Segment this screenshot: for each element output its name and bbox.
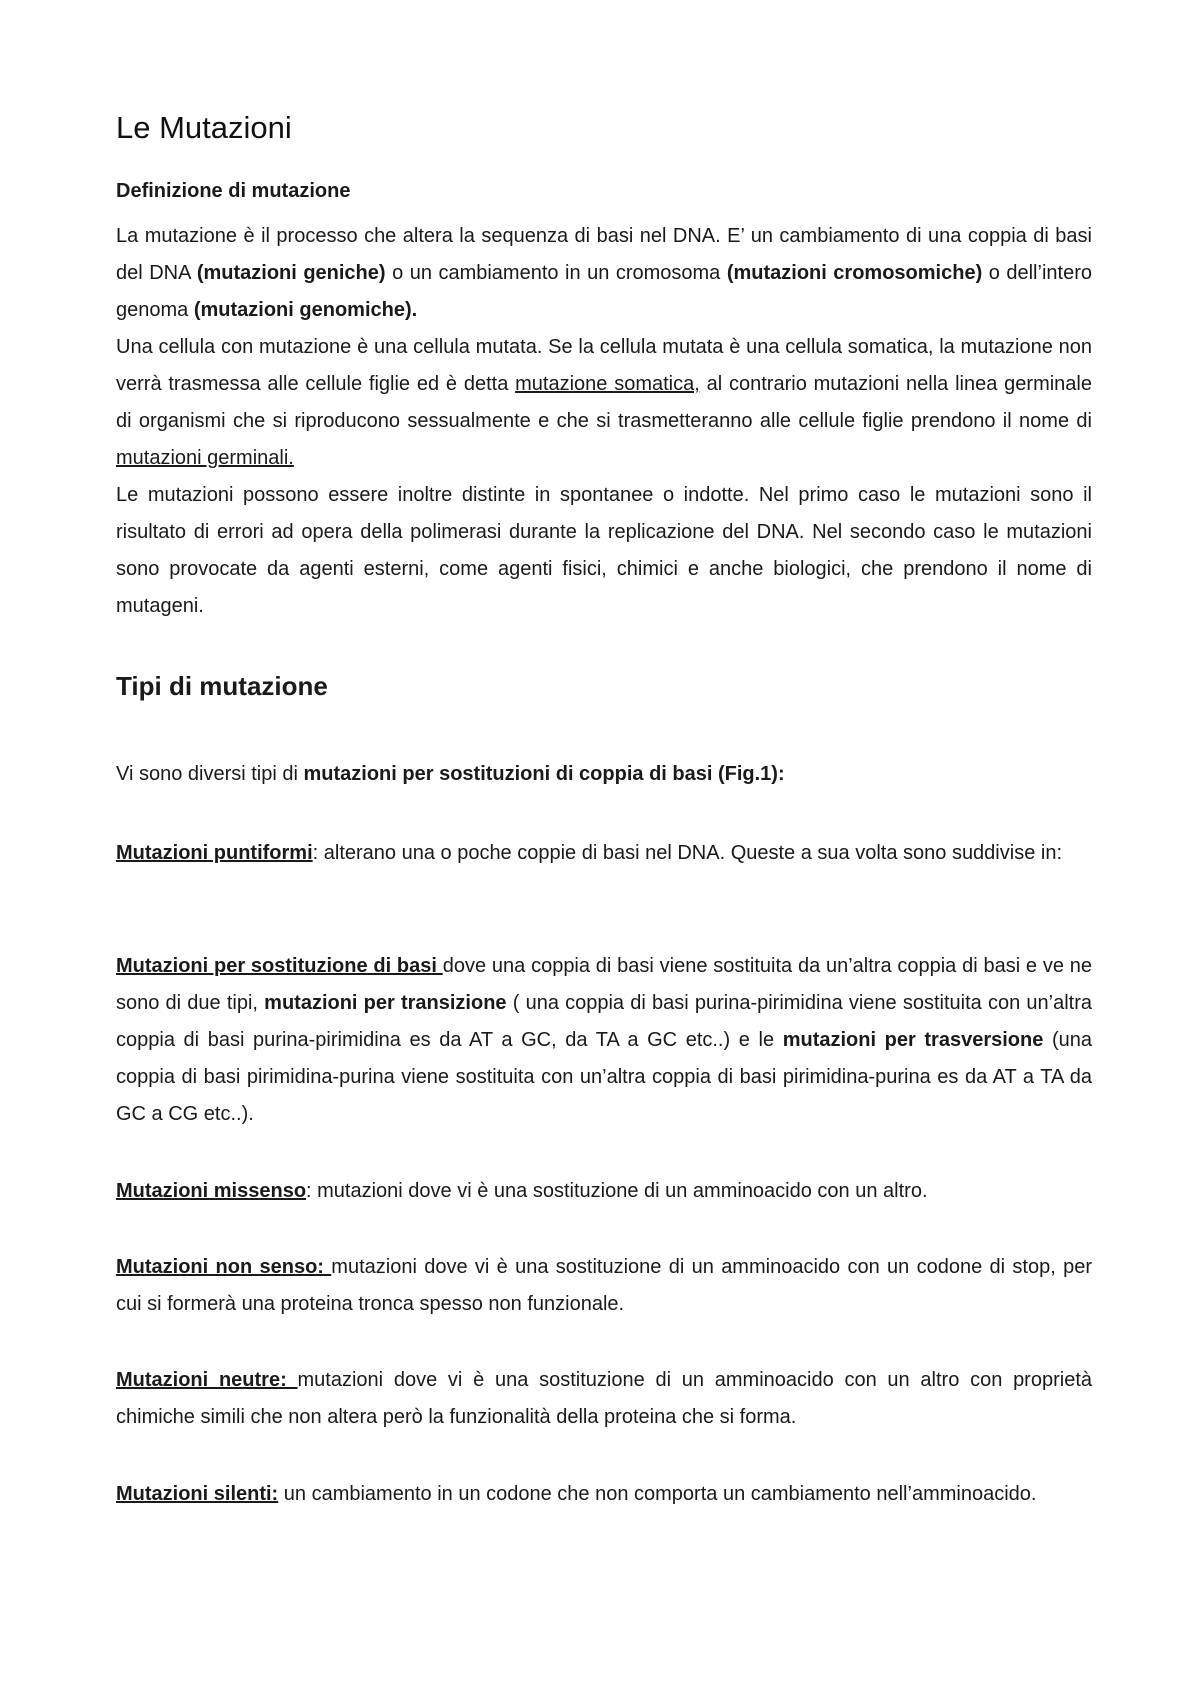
definition-paragraph-3: Le mutazioni possono essere inoltre distinte in spontanee o indotte. Nel primo caso le mutazioni sono il risultato di errori ad opera della polimerasi durante la replicazione del DNA. Nel secondo caso le mutazioni sono provocate da agenti esterni, come agenti fisici, chimici e anche biologici, che prendono il nome di mutageni. (116, 484, 1092, 617)
text-run: : alterano una o poche coppie di basi nel DNA. Queste a sua volta sono suddivise in: (312, 842, 1062, 864)
types-intro (116, 756, 1092, 793)
text-run: Una cellula con mutazione è una cellula mutata. Se la cellula mutata è una cellula somatica, la mutazione non verrà trasmessa alle cellule figlie ed è detta (116, 336, 1092, 395)
bold-term: (mutazioni geniche) (196, 262, 386, 284)
underlined-term: mutazione somatica, (515, 373, 700, 395)
definition-paragraph-2 (116, 329, 1092, 477)
term-label: Mutazioni missenso (116, 1180, 307, 1202)
text-run: un cambiamento in un codone che non comporta un cambiamento nell’amminoacido. (278, 1483, 1037, 1505)
text-run: La mutazione è il processo che altera la sequenza di basi nel DNA. E’ un cambiamento di una coppia di basi del DNA (116, 225, 1092, 284)
underlined-term: mutazioni germinali. (116, 447, 294, 469)
text-run: mutazioni dove vi è una sostituzione di un amminoacido con un altro con proprietà chimiche simili che non altera però la funzionalità della proteina che si forma. (116, 1369, 1092, 1428)
page-title: Le Mutazioni (116, 110, 292, 145)
text-run: (una coppia di basi pirimidina-purina viene sostituita con un’altra coppia di basi pirimidina-purina es da AT a TA da GC a CG etc..). (116, 1029, 1093, 1125)
types-heading: Tipi di mutazione (116, 671, 328, 701)
text-run: : mutazioni dove vi è una sostituzione di un amminoacido con un altro. (306, 1180, 928, 1202)
silenti-paragraph (116, 1476, 1092, 1513)
missenso-paragraph (116, 1173, 1092, 1210)
term-label: Mutazioni neutre: (116, 1369, 298, 1391)
bold-term: mutazioni per sostituzioni di coppia di basi (Fig.1): (303, 763, 785, 785)
text-run: ( una coppia di basi purina-pirimidina viene sostituita con un’altra coppia di basi purina-pirimidina es da AT a GC, da TA a GC etc..) e le (116, 992, 1092, 1051)
puntiformi-paragraph (116, 835, 1092, 872)
term-label: Mutazioni non senso: (116, 1256, 332, 1278)
text-run: dove una coppia di basi viene sostituita da un’altra coppia di basi e ve ne sono di due tipi, (116, 955, 1092, 1014)
definition-heading: Definizione di mutazione (116, 180, 351, 202)
text-run: Vi sono diversi tipi di (116, 763, 304, 785)
definition-paragraph-1 (116, 218, 1092, 329)
nonsenso-paragraph (116, 1249, 1092, 1323)
text-run: o un cambiamento in un cromosoma (385, 262, 727, 284)
bold-term: (mutazioni cromosomiche) (726, 262, 983, 284)
term-label: Mutazioni puntiformi (116, 842, 313, 864)
term-label: Mutazioni silenti: (116, 1483, 279, 1505)
bold-term: mutazioni per trasversione (782, 1029, 1044, 1051)
text-run: o dell’intero genoma (116, 262, 1092, 321)
bold-term: (mutazioni genomiche). (193, 299, 418, 321)
sostituzione-paragraph (116, 948, 1092, 1133)
text-run: al contrario mutazioni nella linea germinale di organismi che si riproducono sessualmente e che si trasmetteranno alle cellule figlie prendono il nome di (116, 373, 1092, 432)
neutre-paragraph (116, 1362, 1092, 1436)
bold-term: mutazioni per transizione (264, 992, 507, 1014)
term-label: Mutazioni per sostituzione di basi (116, 955, 443, 977)
text-run: mutazioni dove vi è una sostituzione di un amminoacido con un codone di stop, per cui si formerà una proteina tronca spesso non funzionale. (116, 1256, 1092, 1315)
